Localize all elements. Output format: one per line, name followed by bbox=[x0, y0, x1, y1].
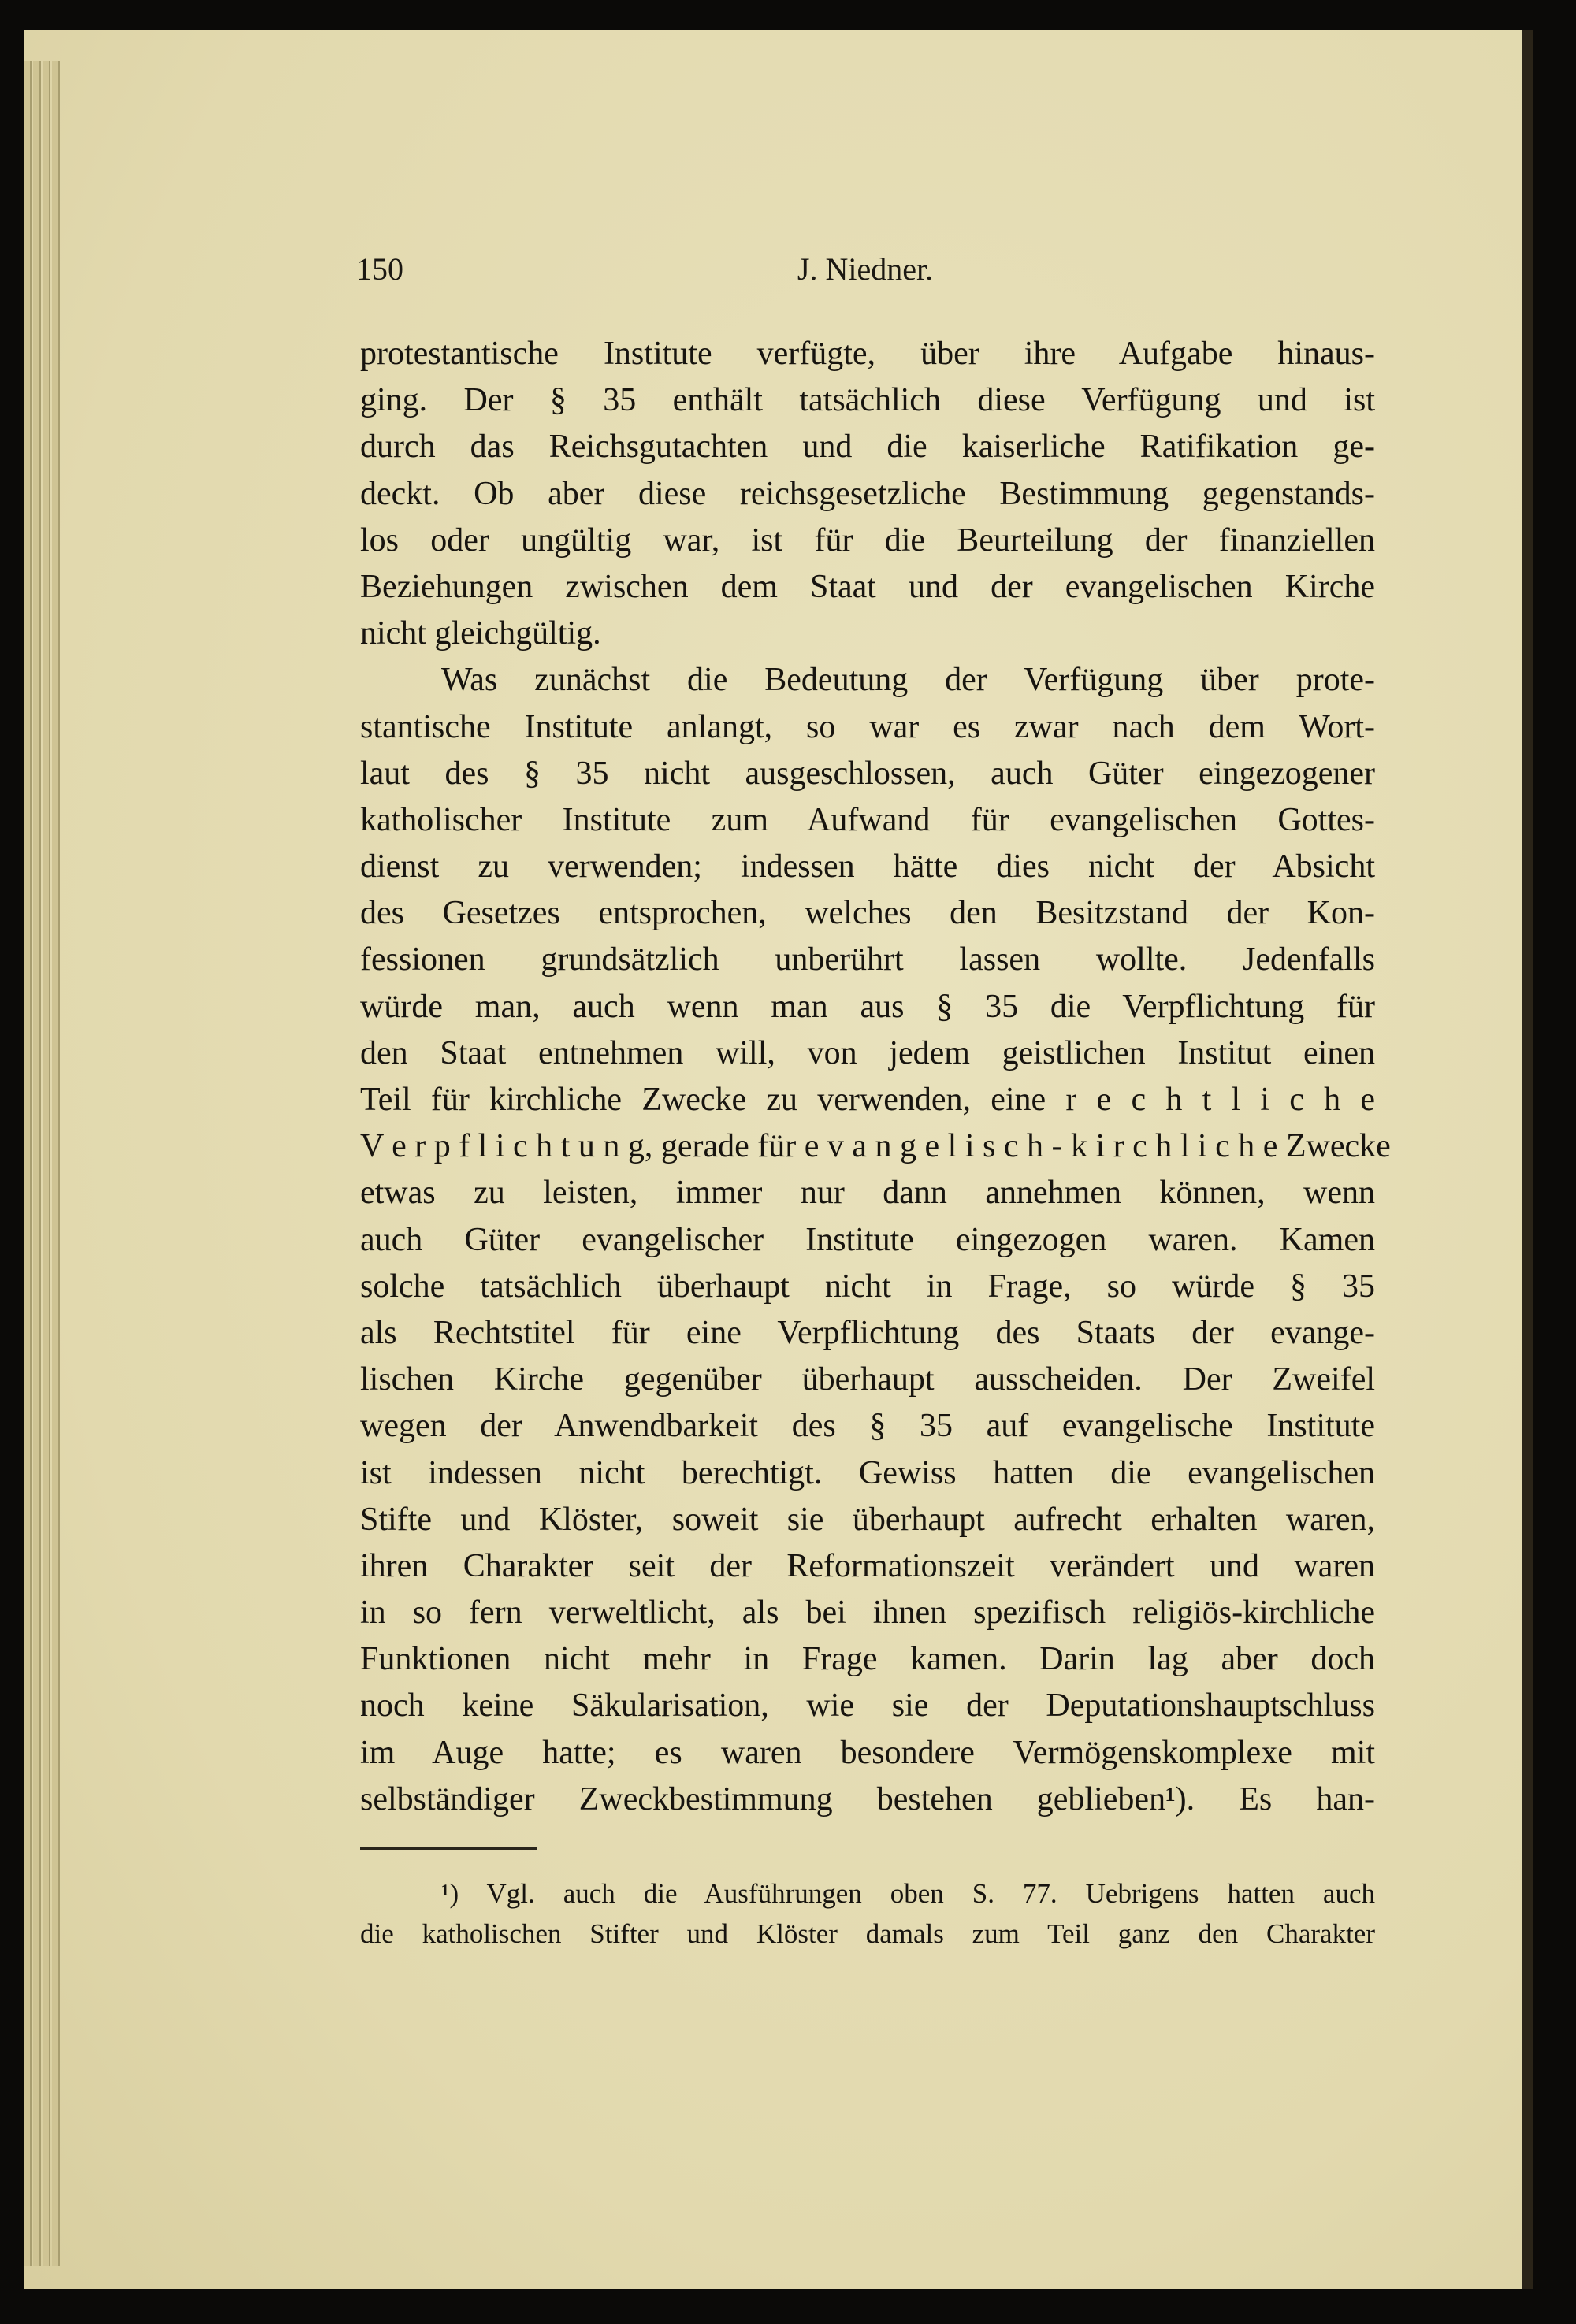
text-line: Funktionen nicht mehr in Frage kamen. Darin lag aber doch bbox=[360, 1641, 1375, 1678]
text-line: protestantische Institute verfügte, über ihre Aufgabe hinaus- bbox=[360, 336, 1375, 372]
page-stack-edge bbox=[52, 61, 60, 2266]
page-stack-edge bbox=[24, 61, 32, 2266]
running-head: J. Niedner. bbox=[797, 251, 934, 287]
footnote-rule bbox=[360, 1847, 537, 1850]
footnotes bbox=[360, 1873, 1375, 1954]
text-line: nicht gleichgültig. bbox=[360, 615, 601, 652]
page-stack-edge bbox=[33, 61, 41, 2266]
text-line: Stifte und Klöster, soweit sie überhaupt aufrecht erhalten waren, bbox=[360, 1501, 1375, 1538]
text-line: katholischer Institute zum Aufwand für evangelischen Gottes- bbox=[360, 801, 1375, 838]
text-line: laut des § 35 nicht ausgeschlossen, auch Güter eingezogener bbox=[360, 755, 1375, 792]
text-line: selbständiger Zweckbestimmung bestehen geblieben¹). Es han- bbox=[360, 1780, 1375, 1817]
text-line: des Gesetzes entsprochen, welches den Besitzstand der Kon- bbox=[360, 895, 1375, 932]
text-line: in so fern verweltlicht, als bei ihnen spezifisch religiös-kirchliche bbox=[360, 1595, 1375, 1632]
page-header bbox=[356, 251, 1374, 290]
page-number: 150 bbox=[356, 251, 403, 287]
body-text bbox=[360, 331, 1391, 1823]
text-line: ging. Der § 35 enthält tatsächlich diese Verfügung und ist bbox=[360, 382, 1375, 419]
text-line: wegen der Anwendbarkeit des § 35 auf evangelische Institute bbox=[360, 1408, 1375, 1445]
text-line: im Auge hatte; es waren besondere Vermögenskomplexe mit bbox=[360, 1734, 1375, 1771]
text-line: V e r p f l i c h t u n g, gerade für e v a n g e l i s c h - k i r c h l i c h e Zwecke bbox=[360, 1128, 1391, 1165]
text-line: auch Güter evangelischer Institute eingezogen waren. Kamen bbox=[360, 1221, 1375, 1258]
text-line: fessionen grundsätzlich unberührt lassen wollte. Jedenfalls bbox=[360, 941, 1375, 978]
text-line: Teil für kirchliche Zwecke zu verwenden, eine r e c h t l i c h e bbox=[360, 1082, 1375, 1118]
text-line: Beziehungen zwischen dem Staat und der evangelischen Kirche bbox=[360, 568, 1375, 605]
page-stack-edge bbox=[43, 61, 50, 2266]
text-line: als Rechtstitel für eine Verpflichtung des Staats der evange- bbox=[360, 1314, 1375, 1351]
text-line: dienst zu verwenden; indessen hätte dies nicht der Absicht bbox=[360, 848, 1375, 885]
text-line: stantische Institute anlangt, so war es zwar nach dem Wort- bbox=[360, 708, 1375, 745]
text-line: den Staat entnehmen will, von jedem geistlichen Institut einen bbox=[360, 1034, 1375, 1071]
text-line: durch das Reichsgutachten und die kaiserliche Ratifikation ge- bbox=[360, 429, 1375, 466]
page-gutter-edge bbox=[1522, 30, 1533, 2289]
text-line: ihren Charakter seit der Reformationszeit verändert und waren bbox=[360, 1547, 1375, 1584]
footnote-line: die katholischen Stifter und Klöster damals zum Teil ganz den Charakter bbox=[360, 1918, 1375, 1949]
text-line: los oder ungültig war, ist für die Beurteilung der finanziellen bbox=[360, 522, 1375, 559]
text-line: noch keine Säkularisation, wie sie der Deputationshauptschluss bbox=[360, 1687, 1375, 1724]
text-line: lischen Kirche gegenüber überhaupt ausscheiden. Der Zweifel bbox=[360, 1361, 1375, 1398]
text-line: etwas zu leisten, immer nur dann annehmen können, wenn bbox=[360, 1175, 1375, 1212]
text-line: deckt. Ob aber diese reichsgesetzliche Bestimmung gegenstands- bbox=[360, 475, 1375, 512]
footnote-line: ¹) Vgl. auch die Ausführungen oben S. 77. Uebrigens hatten auch bbox=[441, 1878, 1375, 1909]
text-line: würde man, auch wenn man aus § 35 die Verpflichtung für bbox=[360, 988, 1375, 1025]
text-line: solche tatsächlich überhaupt nicht in Frage, so würde § 35 bbox=[360, 1268, 1375, 1305]
text-line: Was zunächst die Bedeutung der Verfügung über prote- bbox=[441, 662, 1375, 699]
scan-top-border bbox=[0, 0, 1576, 32]
text-line: ist indessen nicht berechtigt. Gewiss hatten die evangelischen bbox=[360, 1454, 1375, 1491]
